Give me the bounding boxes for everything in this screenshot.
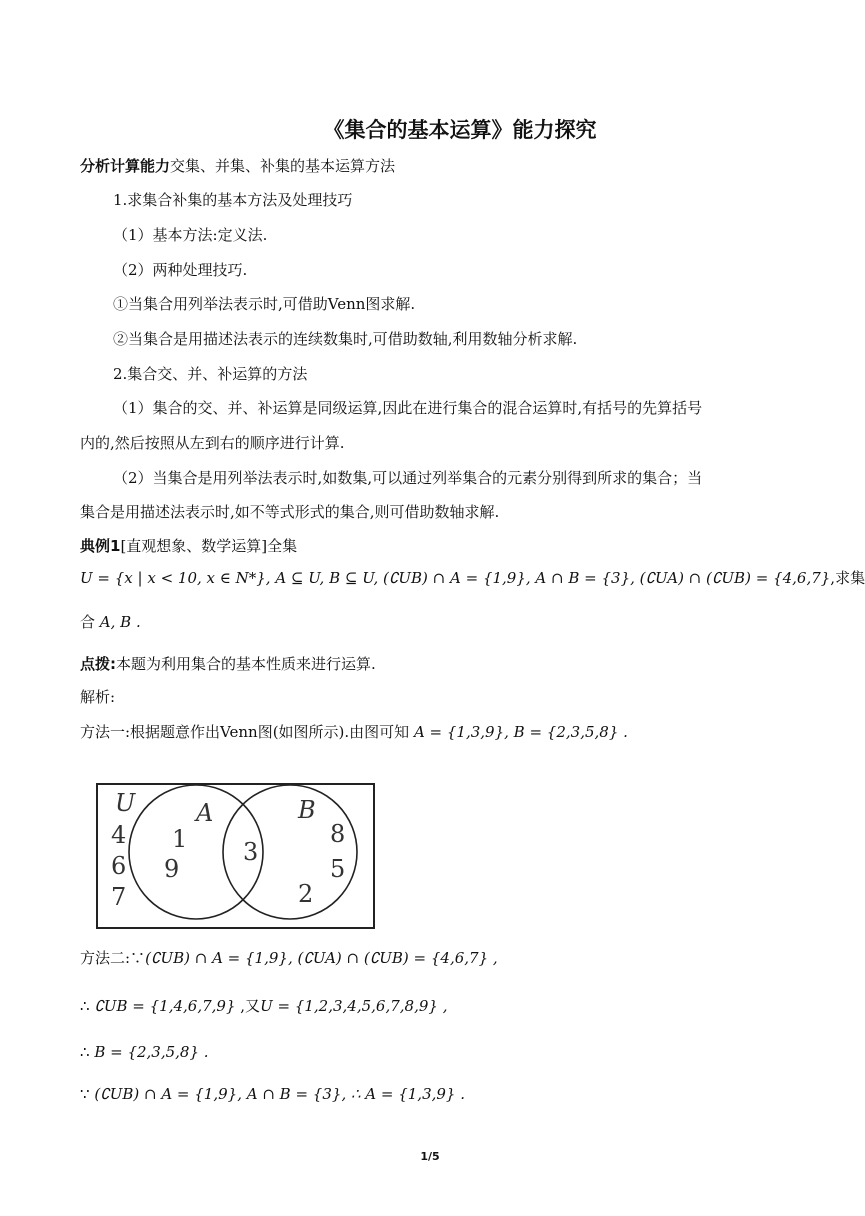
method-one-math: A = {1,3,9}, B = {2,3,5,8} . <box>413 723 628 741</box>
paragraph-8a: （2）当集合是用列举法表示时,如数集,可以通过列举集合的元素分别得到所求的集合；当 <box>113 469 703 487</box>
method-two-math: (∁UB) ∩ A = {1,9}, (∁UA) ∩ (∁UB) = {4,6,7} , <box>145 949 498 967</box>
method-two-because: ∵ <box>80 1085 95 1103</box>
paragraph-2: （1）基本方法:定义法. <box>113 226 268 244</box>
only-a-element: 9 <box>164 855 180 883</box>
hint-label: 点拨: <box>80 655 116 673</box>
method-two-therefore: ∴ <box>80 997 95 1015</box>
venn-diagram-svg <box>80 762 405 932</box>
paragraph-4: ①当集合用列举法表示时,可借助Venn图求解. <box>113 295 416 313</box>
page-number: 1/5 <box>420 1150 440 1163</box>
analysis-label: 解析: <box>80 688 116 706</box>
example-line2-math: A, B . <box>99 613 141 631</box>
method-two-connector: ,又 <box>240 997 261 1015</box>
intersection-element: 3 <box>243 838 259 866</box>
paragraph-5: ②当集合是用描述法表示的连续数集时,可借助数轴,利用数轴分析求解. <box>113 330 578 348</box>
example-math: U = {x | x < 10, x ∈ N*}, A ⊆ U, B ⊆ U, (∁UB) ∩ A = {1,9}, A ∩ B = {3}, (∁UA) ∩ (∁UB) = {4,6,7} <box>80 569 831 587</box>
method-two-text: 方法二:∵ <box>80 949 146 967</box>
method-two-set-b: B = {2,3,5,8} . <box>94 1043 209 1061</box>
set-a-label: A <box>196 799 214 827</box>
universe-label: U <box>115 789 136 817</box>
method-two-line-1 <box>80 948 498 968</box>
outside-element: 7 <box>111 883 127 911</box>
only-a-element: 1 <box>172 825 188 853</box>
method-two-line-2 <box>80 996 447 1016</box>
example-tags: [直观想象、数学运算]全集 <box>120 537 298 555</box>
method-two-line-3 <box>80 1042 209 1062</box>
hint-text: 本题为利用集合的基本性质来进行运算. <box>116 655 376 673</box>
example-line2-text: 合 <box>80 613 100 631</box>
section-text: 交集、并集、补集的基本运算方法 <box>170 157 396 175</box>
method-one-text: 方法一:根据题意作出Venn图(如图所示).由图可知 <box>80 723 414 741</box>
method-one <box>80 722 628 742</box>
paragraph-8b: 集合是用描述法表示时,如不等式形式的集合,则可借助数轴求解. <box>80 503 500 521</box>
only-b-element: 2 <box>298 880 314 908</box>
method-two-complement: ∁UB = {1,4,6,7,9} <box>94 997 241 1015</box>
paragraph-3: （2）两种处理技巧. <box>113 261 248 279</box>
only-b-element: 5 <box>330 855 346 883</box>
only-b-element: 8 <box>330 820 346 848</box>
section-label: 分析计算能力 <box>80 157 171 175</box>
example-math-tail: ,求集 <box>830 569 865 587</box>
example-heading <box>80 536 297 556</box>
section-heading <box>80 156 395 176</box>
paragraph-6: 2.集合交、并、补运算的方法 <box>113 365 308 383</box>
venn-diagram <box>80 762 405 936</box>
example-formula-cont <box>80 612 141 632</box>
method-two-universe: U = {1,2,3,4,5,6,7,8,9} , <box>260 997 448 1015</box>
paragraph-1: 1.求集合补集的基本方法及处理技巧 <box>113 191 353 209</box>
paragraph-7b: 内的,然后按照从左到右的顺序进行计算. <box>80 434 345 452</box>
outside-element: 4 <box>111 821 127 849</box>
method-two-set-a: (∁UB) ∩ A = {1,9}, A ∩ B = {3}, ∴ A = {1,3,9} . <box>94 1085 466 1103</box>
set-b-label: B <box>298 796 316 824</box>
example-label: 典例1 <box>80 537 121 555</box>
method-two-therefore-2: ∴ <box>80 1043 95 1061</box>
paragraph-7a: （1）集合的交、并、补运算是同级运算,因此在进行集合的混合运算时,有括号的先算括号 <box>113 399 703 417</box>
example-formula <box>80 568 865 588</box>
outside-element: 6 <box>111 852 127 880</box>
hint <box>80 654 376 674</box>
method-two-line-4 <box>80 1084 465 1104</box>
page-title: 《集合的基本运算》能力探究 <box>323 118 597 142</box>
